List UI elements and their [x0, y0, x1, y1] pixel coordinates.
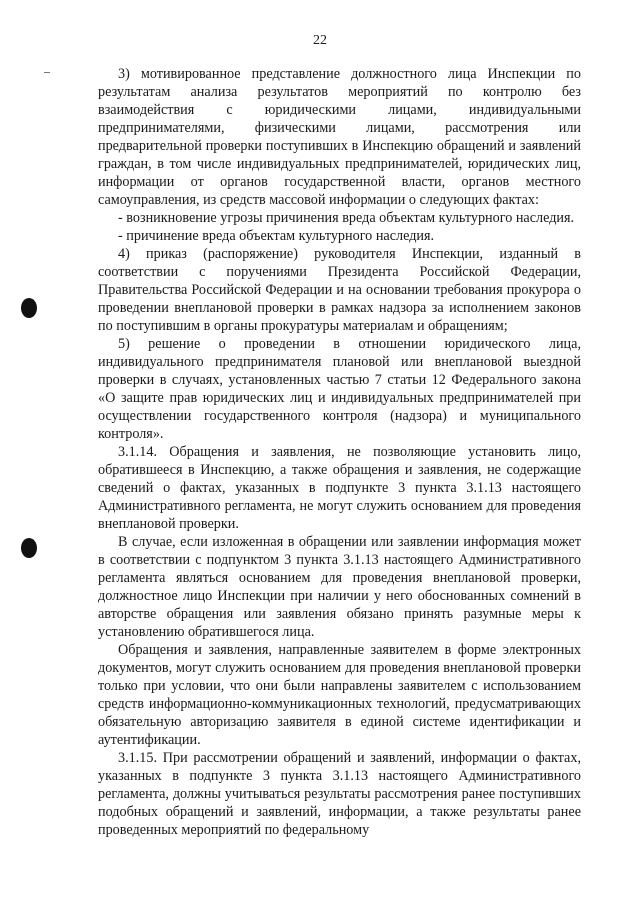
- page-number: 22: [313, 33, 327, 48]
- paragraph-clause-3-1-15: 3.1.15. При рассмотрении обращений и заявлений, информации о фактах, указанных в подпункте 3 пункта 3.1.13 настоящего Административного регламента, должны учитываться результаты рассмотрения ранее поступивших подобных обращений и заявлений, информации, а также результаты ранее проведенных мероприятий по федеральному: [98, 750, 581, 838]
- paragraph-clause-3-1-14: 3.1.14. Обращения и заявления, не позволяющие установить лицо, обратившееся в Инспекцию, а также обращения и заявления, не содержащие сведений о фактах, указанных в подпункте 3 пункта 3.1.13 настоящего Административного регламента, не могут служить основанием для проведения внеплановой проверки.: [98, 444, 581, 532]
- paragraph-grounds-item-3: 3) мотивированное представление должностного лица Инспекции по результатам анализа результатов мероприятий по контролю без взаимодействия с юридическими лицами, индивидуальными предпринимателями, физическими лицами, рассмотрения или предварительной проверки поступивших в Инспекцию обращений и заявлений граждан, в том числе индивидуальных предпринимателей, юридических лиц, информации от органов государственной власти, органов местного самоуправления, из средств массовой информации о следующих фактах:: [98, 66, 581, 208]
- paragraph-threat-of-harm: - возникновение угрозы причинения вреда объектам культурного наследия.: [118, 210, 575, 226]
- punch-hole-top: [21, 298, 37, 318]
- document-body: [98, 65, 581, 839]
- paragraph-electronic-documents: Обращения и заявления, направленные заявителем в форме электронных документов, могут служить основанием для проведения внеплановой проверки только при условии, что они были направлены заявителем с использованием средств информационно-коммуникационных технологий, предусматривающих обязательную авторизацию заявителя в единой системе идентификации и аутентификации.: [98, 642, 581, 748]
- punch-hole-bottom: [21, 538, 37, 558]
- paragraph-grounds-item-5: 5) решение о проведении в отношении юридического лица, индивидуального предпринимателя плановой или внеплановой выездной проверки в случаях, установленных частью 7 статьи 12 Федерального закона «О защите прав юридических лиц и индивидуальных предпринимателей при осуществлении государственного контроля (надзора) и муниципального контроля».: [98, 336, 581, 442]
- paragraph-doubtful-authorship: В случае, если изложенная в обращении или заявлении информация может в соответствии с подпунктом 3 пункта 3.1.13 настоящего Административного регламента являться основанием для проведения внеплановой проверки, должностное лицо Инспекции при наличии у него обоснованных сомнений в авторстве обращения или заявления обязано принять разумные меры к установлению обратившегося лица.: [98, 534, 581, 640]
- paragraph-grounds-item-4: 4) приказ (распоряжение) руководителя Инспекции, изданный в соответствии с поручениями Президента Российской Федерации, Правительства Российской Федерации и на основании требования прокурора о проведении внеплановой проверки в рамках надзора за исполнением законов по поступившим в органы прокуратуры материалам и обращениям;: [98, 246, 581, 334]
- margin-tick-mark: [44, 72, 50, 73]
- paragraph-harm-caused: - причинение вреда объектам культурного наследия.: [118, 228, 435, 244]
